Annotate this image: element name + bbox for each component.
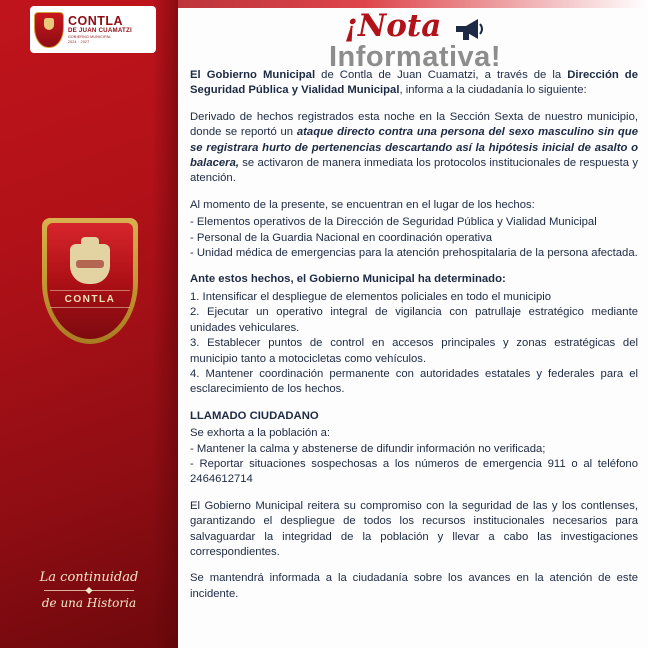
- intro-normal-1: de Contla de Juan Cuamatzi, a través de la: [315, 69, 568, 81]
- logo-text-block: [68, 15, 132, 45]
- headline-block: [190, 8, 640, 74]
- logo-subtitle: DE JUAN CUAMATZI: [68, 27, 132, 35]
- event-normal-1: Derivado de hechos registrados esta noche en la Sección Sexta de nuestro municipio, donde se reportó un: [190, 110, 638, 139]
- notice-body: [190, 68, 638, 613]
- intro-bold-1: El Gobierno Municipal: [190, 69, 316, 81]
- determination-item: 2. Ejecutar un operativo integral de vigilancia con patrullaje estratégico mediante unidades vehiculares.: [190, 306, 638, 334]
- municipal-logo-badge: [30, 6, 156, 53]
- slogan-line-2: de una Historia: [41, 596, 137, 610]
- vessel-icon: [70, 244, 110, 284]
- intro-paragraph: [190, 68, 638, 99]
- logo-line3: GOBIERNO MUNICIPAL: [68, 35, 112, 40]
- intro-normal-2: , informa a la ciudadanía lo siguiente:: [399, 84, 587, 97]
- top-red-accent: [178, 0, 648, 8]
- logo-line4: 2024 · 2027: [68, 39, 90, 44]
- presence-item: - Personal de la Guardia Nacional en coordinación operativa: [190, 231, 493, 244]
- presence-intro: Al momento de la presente, se encuentran en el lugar de los hechos:: [190, 198, 535, 211]
- determination-item: 1. Intensificar el despliegue de elementos policiales en todo el municipio: [190, 290, 552, 303]
- slogan-block: [0, 570, 178, 610]
- slogan-line-1: La continuidad: [39, 570, 139, 585]
- determination-item: 3. Establecer puntos de control en accesos principales y zonas estratégicas del municipio tanto a motocicletas como vehículos.: [190, 337, 638, 365]
- logo-name: CONTLA: [68, 13, 124, 28]
- presence-item: - Elementos operativos de la Dirección de Seguridad Pública y Vialidad Municipal: [190, 216, 597, 229]
- determination-title: Ante estos hechos, el Gobierno Municipal ha determinado:: [190, 273, 506, 286]
- headline-part-1: ¡Nota: [344, 8, 442, 44]
- shield-icon: [34, 12, 64, 48]
- call-title: LLAMADO CIUDADANO: [190, 409, 319, 422]
- slogan-divider: [44, 590, 134, 591]
- event-normal-2: se activaron de manera inmediata los protocolos institucionales de respuesta y atención.: [190, 157, 638, 185]
- call-item: - Reportar situaciones sospechosas a los números de emergencia 911 o al teléfono 2464612714: [190, 457, 638, 486]
- intro-bold-2: Dirección de Seguridad Pública y Vialidad Municipal: [190, 69, 638, 97]
- closing-paragraph-2: Se mantendrá informada a la ciudadanía sobre los avances en la atención de este incidente.: [190, 572, 638, 600]
- headline-part-2: Informativa!: [329, 41, 501, 74]
- closing-paragraph-1: El Gobierno Municipal reitera su compromiso con la seguridad de las y los contlenses, garantizando el despliegue de todos los recursos institucionales necesarios para salvaguardar la integridad de la población y llevar a cabo las investigaciones correspondientes.: [190, 499, 638, 558]
- event-paragraph: [190, 110, 638, 187]
- municipal-crest: [42, 218, 138, 344]
- event-emphasis: ataque directo contra una persona del sexo masculino sin que se registrara hurto de pertenencias descartando así la hipótesis inicial de asalto o balacera,: [190, 126, 638, 170]
- call-intro: Se exhorta a la población a:: [190, 427, 331, 440]
- presence-item: - Unidad médica de emergencias para la atención prehospitalaria de la persona afectada.: [190, 247, 638, 260]
- determination-item: 4. Mantener coordinación permanente con autoridades estatales y federales para el esclarecimiento de los hechos.: [190, 367, 638, 396]
- crest-label: CONTLA: [64, 294, 116, 305]
- call-item: - Mantener la calma y abstenerse de difundir información no verificada;: [190, 442, 546, 455]
